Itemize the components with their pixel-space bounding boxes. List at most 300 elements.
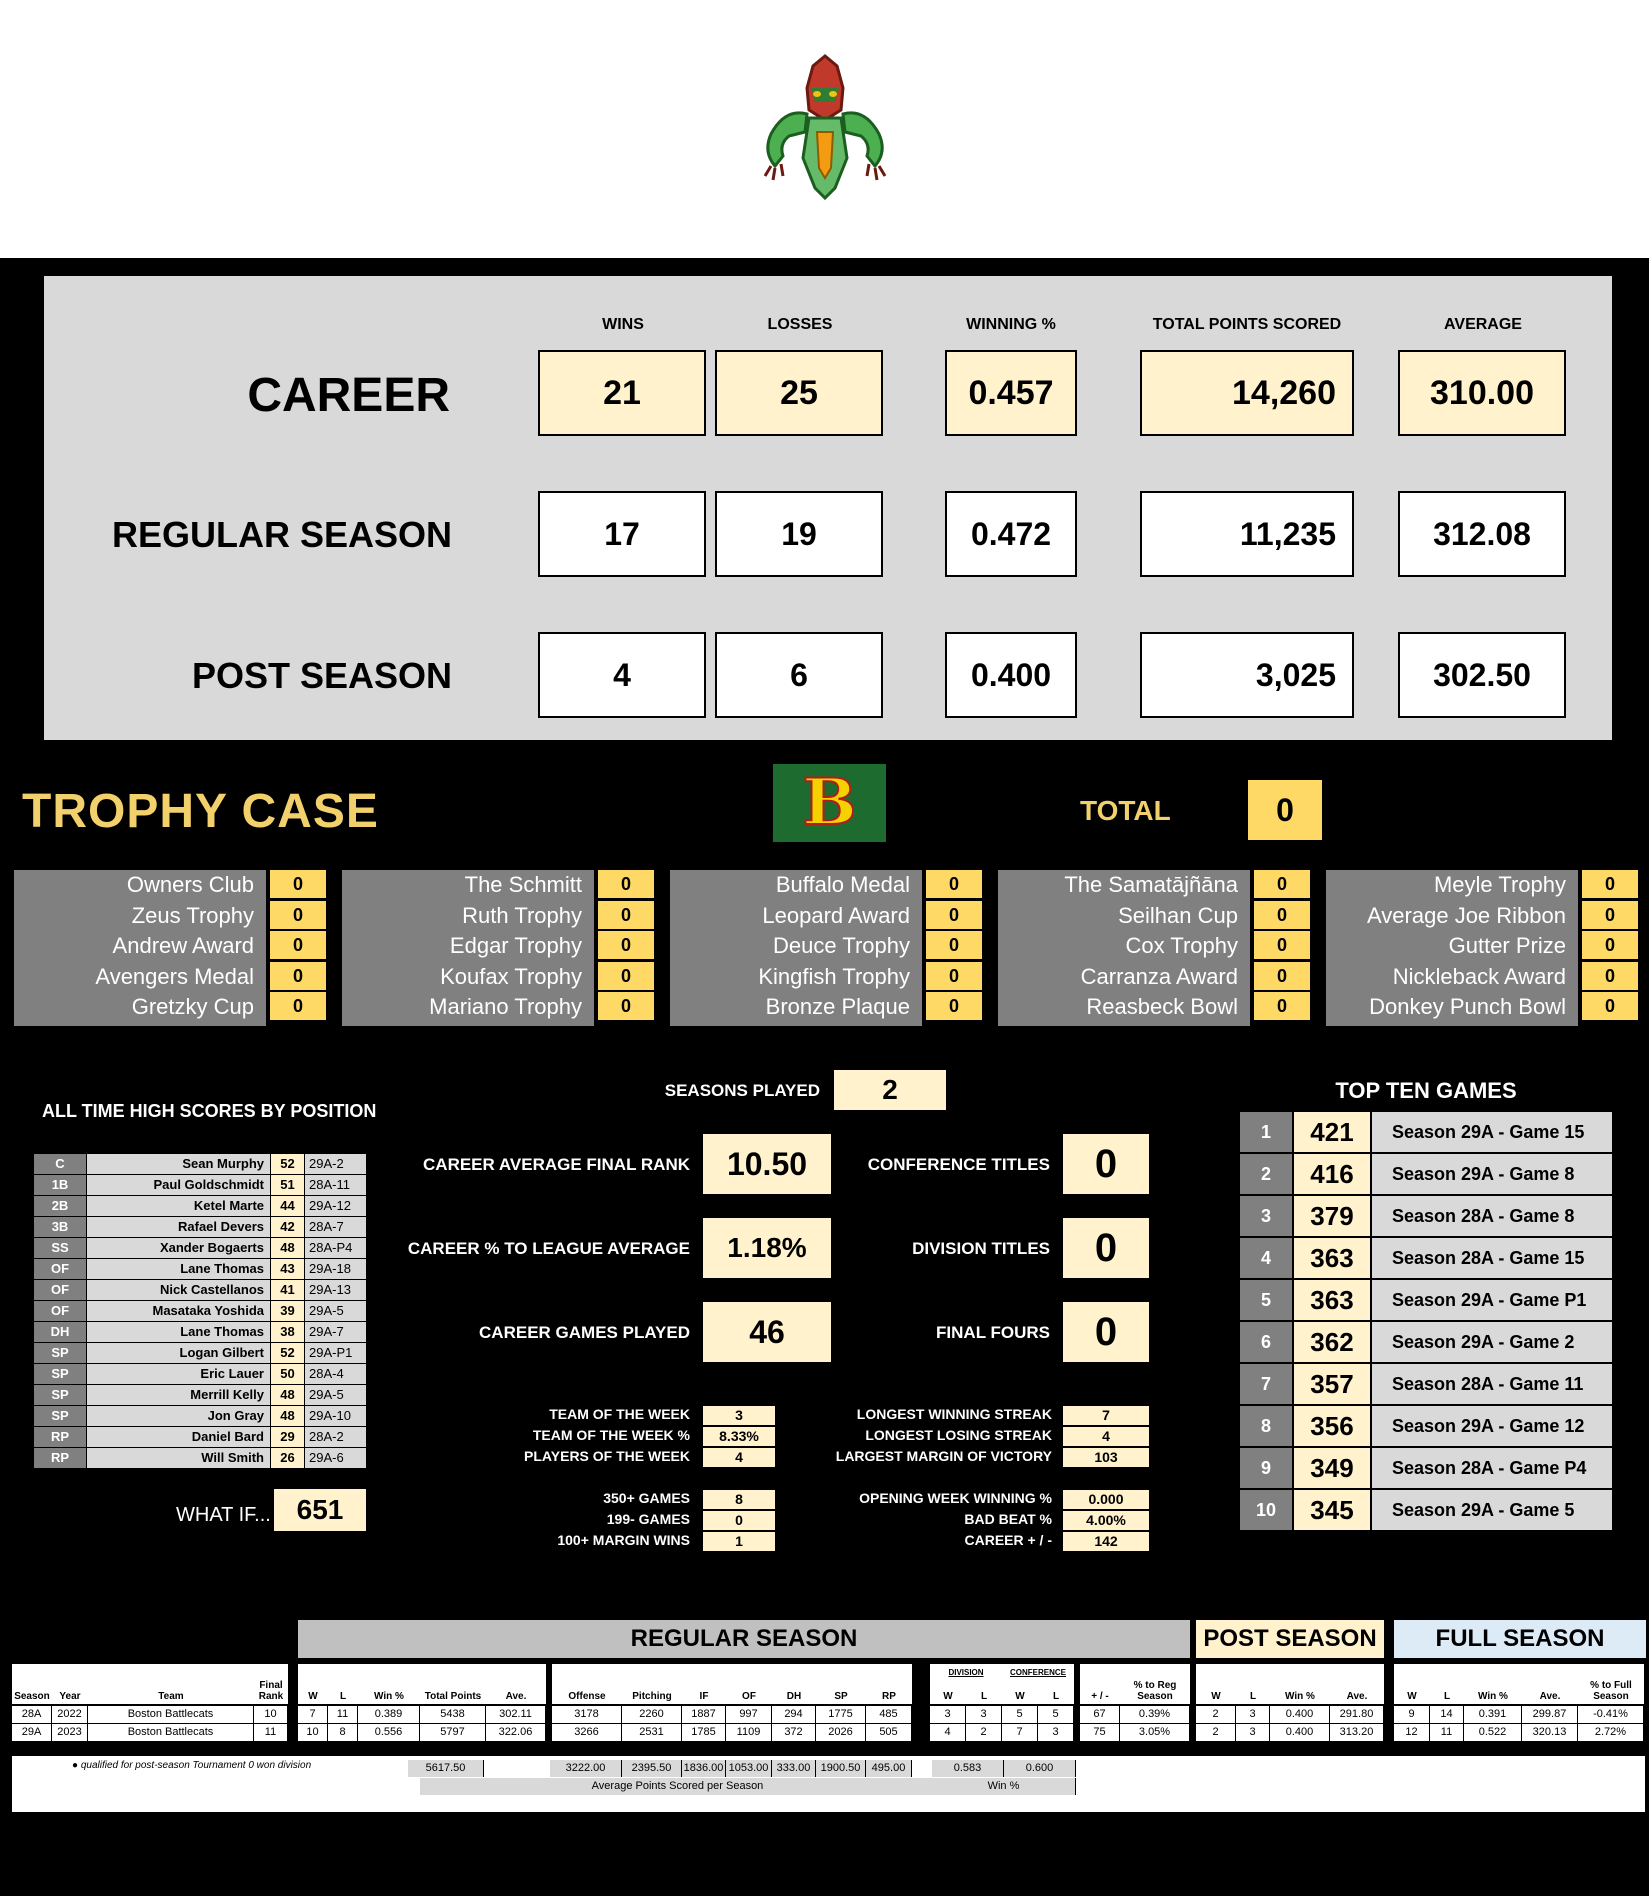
season-average-div: 0.583 xyxy=(932,1760,1004,1777)
player-name: Ketel Marte xyxy=(86,1196,270,1216)
season-cell: 2 xyxy=(1196,1706,1236,1723)
column-header: OF xyxy=(726,1664,772,1704)
top-game-row xyxy=(1240,1322,1612,1362)
column-header: Season xyxy=(12,1664,52,1704)
column-header: W xyxy=(1196,1664,1236,1704)
col-header-losses: LOSSES xyxy=(767,316,833,333)
conference-group-header: CONFERENCE xyxy=(1002,1664,1074,1680)
stat-value: 8 xyxy=(703,1490,775,1509)
top-game-score: 345 xyxy=(1294,1490,1370,1530)
stat-label: TEAM OF THE WEEK xyxy=(549,1406,690,1422)
player-name: Lane Thomas xyxy=(86,1259,270,1279)
season-average-conf: 0.600 xyxy=(1004,1760,1076,1777)
season-cell: 5797 xyxy=(420,1724,486,1741)
player-score: 41 xyxy=(270,1280,304,1300)
season-cell: 2 xyxy=(966,1724,1002,1741)
column-header: % to Full Season xyxy=(1578,1664,1644,1704)
position-row xyxy=(34,1385,366,1406)
trophy-name: Gutter Prize xyxy=(1448,933,1566,959)
position-row xyxy=(34,1154,366,1175)
position-row xyxy=(34,1406,366,1427)
trophy-count: 0 xyxy=(1254,962,1310,990)
game-id: 29A-6 xyxy=(304,1448,366,1468)
player-score: 42 xyxy=(270,1217,304,1237)
average-points-label: Average Points Scored per Season xyxy=(420,1778,936,1795)
stat-label: 100+ MARGIN WINS xyxy=(557,1532,690,1548)
trophy-total-label: TOTAL xyxy=(1080,795,1171,826)
top-game-score: 421 xyxy=(1294,1112,1370,1152)
season-cell: 3266 xyxy=(552,1724,622,1741)
season-cell: 29A xyxy=(12,1724,52,1741)
trophy-name: Reasbeck Bowl xyxy=(1086,994,1238,1020)
column-header: Total Points xyxy=(420,1664,486,1704)
top-game-rank: 3 xyxy=(1240,1196,1292,1236)
position-row xyxy=(34,1322,366,1343)
player-name: Daniel Bard xyxy=(86,1427,270,1447)
trophy-counts-column xyxy=(1582,870,1638,1026)
column-header: IF xyxy=(682,1664,726,1704)
player-name: Xander Bogaerts xyxy=(86,1238,270,1258)
position-code: SP xyxy=(34,1364,86,1384)
stat-value: 142 xyxy=(1063,1532,1149,1551)
column-header: SP xyxy=(816,1664,866,1704)
trophy-count: 0 xyxy=(270,901,326,929)
trophy-names-column xyxy=(14,870,266,1026)
trophy-count: 0 xyxy=(598,992,654,1020)
position-code: C xyxy=(34,1154,86,1174)
season-cell: 0.391 xyxy=(1464,1706,1522,1723)
trophy-name: Andrew Award xyxy=(112,933,254,959)
trophy-name: Zeus Trophy xyxy=(131,902,254,928)
position-code: OF xyxy=(34,1259,86,1279)
column-header: Offense xyxy=(552,1664,622,1704)
season-average-offense: 3222.00 xyxy=(550,1760,622,1777)
column-header: Final Rank xyxy=(254,1664,288,1704)
stat-label: BAD BEAT % xyxy=(964,1511,1052,1527)
what-if-value: 651 xyxy=(274,1489,366,1531)
season-cell: Boston Battlecats xyxy=(88,1706,254,1723)
top-game-rank: 4 xyxy=(1240,1238,1292,1278)
trophy-name: Edgar Trophy xyxy=(449,933,582,959)
season-cell: 14 xyxy=(1430,1706,1464,1723)
trophy-name: Owners Club xyxy=(126,872,254,897)
top-game-row xyxy=(1240,1448,1612,1488)
stat-label: LONGEST WINNING STREAK xyxy=(856,1406,1052,1422)
top-game-score: 363 xyxy=(1294,1280,1370,1320)
trophy-group-3 xyxy=(670,870,982,1026)
regular-winning-pct: 0.472 xyxy=(945,491,1077,577)
season-average-of: 1053.00 xyxy=(726,1760,772,1777)
position-high-scores-title: ALL TIME HIGH SCORES BY POSITION xyxy=(42,1101,377,1121)
top-game-rank: 8 xyxy=(1240,1406,1292,1446)
stat-label: CAREER + / - xyxy=(964,1532,1052,1548)
trophy-counts-column xyxy=(598,870,654,1026)
top-game-score: 416 xyxy=(1294,1154,1370,1194)
footnote-label: qualified for post-season Tournament 0 won division xyxy=(80,1760,312,1771)
row-label-career: CAREER xyxy=(247,369,450,422)
trophy-count: 0 xyxy=(926,901,982,929)
top-game-score: 349 xyxy=(1294,1448,1370,1488)
season-cell: 75 xyxy=(1080,1724,1120,1741)
season-cell: 2023 xyxy=(52,1724,88,1741)
column-header: Team xyxy=(88,1664,254,1704)
top-game-rank: 2 xyxy=(1240,1154,1292,1194)
season-cell: 485 xyxy=(866,1706,912,1723)
position-code: 3B xyxy=(34,1217,86,1237)
player-score: 29 xyxy=(270,1427,304,1447)
top-game-label: Season 29A - Game 5 xyxy=(1372,1490,1612,1530)
position-row xyxy=(34,1238,366,1259)
career-total-points: 14,260 xyxy=(1140,350,1354,436)
player-name: Nick Castellanos xyxy=(86,1280,270,1300)
top-ten-games-title: TOP TEN GAMES xyxy=(1335,1078,1517,1103)
game-id: 29A-13 xyxy=(304,1280,366,1300)
header-logo-area xyxy=(0,0,1649,258)
game-id: 29A-18 xyxy=(304,1259,366,1279)
trophy-count: 0 xyxy=(1254,992,1310,1020)
player-score: 39 xyxy=(270,1301,304,1321)
trophy-counts-column xyxy=(926,870,982,1026)
career-pct-league-avg-value: 1.18% xyxy=(703,1218,831,1278)
season-average-sp: 1900.50 xyxy=(816,1760,866,1777)
season-cell: 5 xyxy=(1002,1706,1038,1723)
game-id: 28A-2 xyxy=(304,1427,366,1447)
top-game-row xyxy=(1240,1406,1612,1446)
trophy-count: 0 xyxy=(598,962,654,990)
stat-value: 4 xyxy=(1063,1427,1149,1446)
col-header-wins: WINS xyxy=(602,316,644,333)
game-id: 29A-7 xyxy=(304,1322,366,1342)
top-game-label: Season 29A - Game 2 xyxy=(1372,1322,1612,1362)
top-game-label: Season 28A - Game 11 xyxy=(1372,1364,1612,1404)
trophy-name: Carranza Award xyxy=(1080,963,1238,989)
stat-label: 199- GAMES xyxy=(606,1511,690,1527)
trophy-name: Deuce Trophy xyxy=(773,933,910,959)
position-row xyxy=(34,1259,366,1280)
top-game-rank: 5 xyxy=(1240,1280,1292,1320)
player-score: 51 xyxy=(270,1175,304,1195)
season-table-footer xyxy=(12,1756,1645,1812)
season-average-total: 5617.50 xyxy=(408,1760,484,1777)
player-name: Rafael Devers xyxy=(86,1217,270,1237)
col-header-average: AVERAGE xyxy=(1444,316,1522,333)
column-header: Ave. xyxy=(486,1664,546,1704)
trophy-group-5 xyxy=(1326,870,1638,1026)
season-cell: 10 xyxy=(254,1706,288,1723)
game-id: 28A-P4 xyxy=(304,1238,366,1258)
top-game-label: Season 28A - Game 8 xyxy=(1372,1196,1612,1236)
trophy-name: Nickleback Award xyxy=(1392,963,1566,989)
trophy-name: Seilhan Cup xyxy=(1118,902,1238,928)
column-header: W xyxy=(298,1664,328,1704)
player-score: 50 xyxy=(270,1364,304,1384)
top-game-rank: 9 xyxy=(1240,1448,1292,1488)
top-game-label: Season 28A - Game P4 xyxy=(1372,1448,1612,1488)
season-cell: 2260 xyxy=(622,1706,682,1723)
trophy-count: 0 xyxy=(926,870,982,898)
game-id: 29A-12 xyxy=(304,1196,366,1216)
col-header-winning-pct: WINNING % xyxy=(966,316,1056,333)
division-titles-label: DIVISION TITLES xyxy=(912,1239,1050,1258)
trophy-count: 0 xyxy=(598,870,654,898)
trophy-count: 0 xyxy=(1254,931,1310,959)
top-game-rank: 6 xyxy=(1240,1322,1292,1362)
position-row xyxy=(34,1301,366,1322)
top-game-rank: 10 xyxy=(1240,1490,1292,1530)
stat-value: 8.33% xyxy=(703,1427,775,1446)
column-header: W xyxy=(1002,1664,1038,1704)
stat-value: 0 xyxy=(703,1511,775,1530)
footnote-text: ● qualified for post-season Tournament 0 won division xyxy=(72,1760,312,1771)
season-cell: 3 xyxy=(1236,1724,1270,1741)
column-header: L xyxy=(328,1664,358,1704)
trophy-names-column xyxy=(342,870,594,1026)
season-cell: 505 xyxy=(866,1724,912,1741)
conference-titles-label: CONFERENCE TITLES xyxy=(867,1155,1050,1174)
position-code: 1B xyxy=(34,1175,86,1195)
trophy-name: Gretzky Cup xyxy=(131,994,254,1020)
trophy-count: 0 xyxy=(270,992,326,1020)
trophy-count: 0 xyxy=(1582,870,1638,898)
season-cell: 2.72% xyxy=(1578,1724,1644,1741)
trophy-counts-column xyxy=(1254,870,1310,1026)
stat-label: PLAYERS OF THE WEEK xyxy=(524,1448,690,1464)
season-cell: 1109 xyxy=(726,1724,772,1741)
top-game-label: Season 29A - Game 8 xyxy=(1372,1154,1612,1194)
post-winning-pct: 0.400 xyxy=(945,632,1077,718)
season-cell: 2026 xyxy=(816,1724,866,1741)
division-titles-value: 0 xyxy=(1063,1218,1149,1278)
season-cell: 0.389 xyxy=(358,1706,420,1723)
season-cell: 0.556 xyxy=(358,1724,420,1741)
stat-label: LONGEST LOSING STREAK xyxy=(865,1427,1052,1443)
position-code: SP xyxy=(34,1406,86,1426)
trophy-name: Donkey Punch Bowl xyxy=(1369,994,1566,1020)
band-full-season: FULL SEASON xyxy=(1394,1620,1646,1658)
stat-label: TEAM OF THE WEEK % xyxy=(532,1427,690,1443)
team-mascot-icon xyxy=(745,48,905,208)
season-cell: 1775 xyxy=(816,1706,866,1723)
position-row xyxy=(34,1343,366,1364)
stat-label: 350+ GAMES xyxy=(603,1490,690,1506)
career-avg-final-rank-label: CAREER AVERAGE FINAL RANK xyxy=(423,1155,690,1174)
trophy-name: Koufax Trophy xyxy=(440,963,582,989)
col-header-total-points: TOTAL POINTS SCORED xyxy=(1152,316,1342,333)
career-games-played-value: 46 xyxy=(703,1302,831,1362)
position-code: DH xyxy=(34,1322,86,1342)
top-game-label: Season 29A - Game 12 xyxy=(1372,1406,1612,1446)
trophy-group-2 xyxy=(342,870,654,1026)
stat-value: 0.000 xyxy=(1063,1490,1149,1509)
stat-value: 4.00% xyxy=(1063,1511,1149,1530)
season-cell: 3178 xyxy=(552,1706,622,1723)
top-game-row xyxy=(1240,1154,1612,1194)
season-cell: 313.20 xyxy=(1330,1724,1384,1741)
season-cell: 4 xyxy=(930,1724,966,1741)
position-row xyxy=(34,1196,366,1217)
player-name: Eric Lauer xyxy=(86,1364,270,1384)
seasons-played-value: 2 xyxy=(834,1070,946,1110)
game-id: 29A-10 xyxy=(304,1406,366,1426)
season-cell: Boston Battlecats xyxy=(88,1724,254,1741)
career-average: 310.00 xyxy=(1398,350,1566,436)
trophy-count: 0 xyxy=(1254,901,1310,929)
top-game-rank: 7 xyxy=(1240,1364,1292,1404)
stat-value: 3 xyxy=(703,1406,775,1425)
top-game-row xyxy=(1240,1196,1612,1236)
post-average: 302.50 xyxy=(1398,632,1566,718)
season-cell: 0.400 xyxy=(1270,1724,1330,1741)
top-game-score: 362 xyxy=(1294,1322,1370,1362)
top-game-label: Season 28A - Game 15 xyxy=(1372,1238,1612,1278)
trophy-name: The Samatājñāna xyxy=(1064,872,1238,897)
player-score: 48 xyxy=(270,1406,304,1426)
season-cell: 2 xyxy=(1196,1724,1236,1741)
season-cell: 28A xyxy=(12,1706,52,1723)
season-cell: 12 xyxy=(1394,1724,1430,1741)
season-average-pitching: 2395.50 xyxy=(622,1760,682,1777)
top-game-score: 356 xyxy=(1294,1406,1370,1446)
game-id: 29A-5 xyxy=(304,1385,366,1405)
season-cell: 299.87 xyxy=(1522,1706,1578,1723)
trophy-names-column xyxy=(998,870,1250,1026)
season-average-if: 1836.00 xyxy=(682,1760,726,1777)
player-score: 48 xyxy=(270,1385,304,1405)
player-name: Logan Gilbert xyxy=(86,1343,270,1363)
trophy-count: 0 xyxy=(1582,962,1638,990)
regular-wins: 17 xyxy=(538,491,706,577)
season-cell: 3 xyxy=(1236,1706,1270,1723)
season-cell: 2531 xyxy=(622,1724,682,1741)
stat-label: OPENING WEEK WINNING % xyxy=(859,1490,1052,1506)
season-cell: 3 xyxy=(1038,1724,1074,1741)
stat-value: 7 xyxy=(1063,1406,1149,1425)
season-cell: 322.06 xyxy=(486,1724,546,1741)
top-game-row xyxy=(1240,1490,1612,1530)
column-header: + / - xyxy=(1080,1664,1120,1704)
position-row xyxy=(34,1175,366,1196)
trophy-count: 0 xyxy=(1254,870,1310,898)
trophy-count: 0 xyxy=(270,962,326,990)
division-group-header: DIVISION xyxy=(930,1664,1002,1680)
season-cell: 9 xyxy=(1394,1706,1430,1723)
season-cell: 5 xyxy=(1038,1706,1074,1723)
season-cell: 0.39% xyxy=(1120,1706,1190,1723)
player-name: Masataka Yoshida xyxy=(86,1301,270,1321)
column-header: W xyxy=(1394,1664,1430,1704)
career-pct-league-avg-label: CAREER % TO LEAGUE AVERAGE xyxy=(407,1239,690,1258)
column-header: Ave. xyxy=(1522,1664,1578,1704)
player-name: Merrill Kelly xyxy=(86,1385,270,1405)
position-code: SP xyxy=(34,1343,86,1363)
trophy-count: 0 xyxy=(598,931,654,959)
top-game-label: Season 29A - Game 15 xyxy=(1372,1112,1612,1152)
top-game-rank: 1 xyxy=(1240,1112,1292,1152)
player-score: 26 xyxy=(270,1448,304,1468)
column-header: L xyxy=(966,1664,1002,1704)
stat-value: 4 xyxy=(703,1448,775,1467)
trophy-group-4 xyxy=(998,870,1310,1026)
trophy-count: 0 xyxy=(270,931,326,959)
season-cell: 0.522 xyxy=(1464,1724,1522,1741)
position-row xyxy=(34,1448,366,1469)
career-wins: 21 xyxy=(538,350,706,436)
season-average-rp: 495.00 xyxy=(866,1760,912,1777)
season-cell: 2022 xyxy=(52,1706,88,1723)
trophy-name: Bronze Plaque xyxy=(765,994,910,1020)
trophy-count: 0 xyxy=(926,992,982,1020)
position-code: OF xyxy=(34,1301,86,1321)
post-total-points: 3,025 xyxy=(1140,632,1354,718)
position-row xyxy=(34,1280,366,1301)
player-score: 52 xyxy=(270,1154,304,1174)
trophy-name: Avengers Medal xyxy=(95,963,254,989)
final-fours-label: FINAL FOURS xyxy=(936,1323,1050,1342)
row-label-regular-season: REGULAR SEASON xyxy=(111,514,452,555)
season-cell: 8 xyxy=(328,1724,358,1741)
trophy-case-title: TROPHY CASE xyxy=(22,785,379,838)
column-header: Ave. xyxy=(1330,1664,1384,1704)
game-id: 29A-P1 xyxy=(304,1343,366,1363)
season-cell: 1887 xyxy=(682,1706,726,1723)
trophy-count: 0 xyxy=(1582,992,1638,1020)
position-code: SP xyxy=(34,1385,86,1405)
trophy-count: 0 xyxy=(598,901,654,929)
career-games-played-label: CAREER GAMES PLAYED xyxy=(479,1323,690,1342)
column-header: % to Reg Season xyxy=(1120,1664,1190,1704)
game-id: 28A-11 xyxy=(304,1175,366,1195)
top-game-score: 363 xyxy=(1294,1238,1370,1278)
season-cell: 3 xyxy=(930,1706,966,1723)
position-row xyxy=(34,1427,366,1448)
top-game-row xyxy=(1240,1364,1612,1404)
column-header: Win % xyxy=(1270,1664,1330,1704)
column-header: L xyxy=(1236,1664,1270,1704)
stat-value: 1 xyxy=(703,1532,775,1551)
regular-total-points: 11,235 xyxy=(1140,491,1354,577)
trophy-name: Ruth Trophy xyxy=(462,902,582,928)
trophy-names-column xyxy=(1326,870,1578,1026)
column-header: DH xyxy=(772,1664,816,1704)
trophy-count: 0 xyxy=(270,870,326,898)
position-code: SS xyxy=(34,1238,86,1258)
season-cell: 997 xyxy=(726,1706,772,1723)
career-avg-final-rank-value: 10.50 xyxy=(703,1134,831,1194)
season-cell: 7 xyxy=(1002,1724,1038,1741)
trophy-names-column xyxy=(670,870,922,1026)
season-cell: 11 xyxy=(328,1706,358,1723)
trophy-name: Average Joe Ribbon xyxy=(1367,902,1566,928)
season-cell: 11 xyxy=(254,1724,288,1741)
position-code: RP xyxy=(34,1448,86,1468)
game-id: 28A-7 xyxy=(304,1217,366,1237)
trophy-count: 0 xyxy=(1582,931,1638,959)
trophy-group-1 xyxy=(14,870,326,1026)
trophy-total-value: 0 xyxy=(1248,780,1322,840)
trophy-name: Mariano Trophy xyxy=(429,994,582,1020)
conference-titles-value: 0 xyxy=(1063,1134,1149,1194)
column-header: L xyxy=(1430,1664,1464,1704)
top-game-row xyxy=(1240,1238,1612,1278)
season-cell: 5438 xyxy=(420,1706,486,1723)
season-average-dh: 333.00 xyxy=(772,1760,816,1777)
column-header: Pitching xyxy=(622,1664,682,1704)
season-cell: 302.11 xyxy=(486,1706,546,1723)
season-cell: 11 xyxy=(1430,1724,1464,1741)
trophy-count: 0 xyxy=(926,931,982,959)
player-name: Jon Gray xyxy=(86,1406,270,1426)
win-pct-label: Win % xyxy=(932,1778,1076,1795)
